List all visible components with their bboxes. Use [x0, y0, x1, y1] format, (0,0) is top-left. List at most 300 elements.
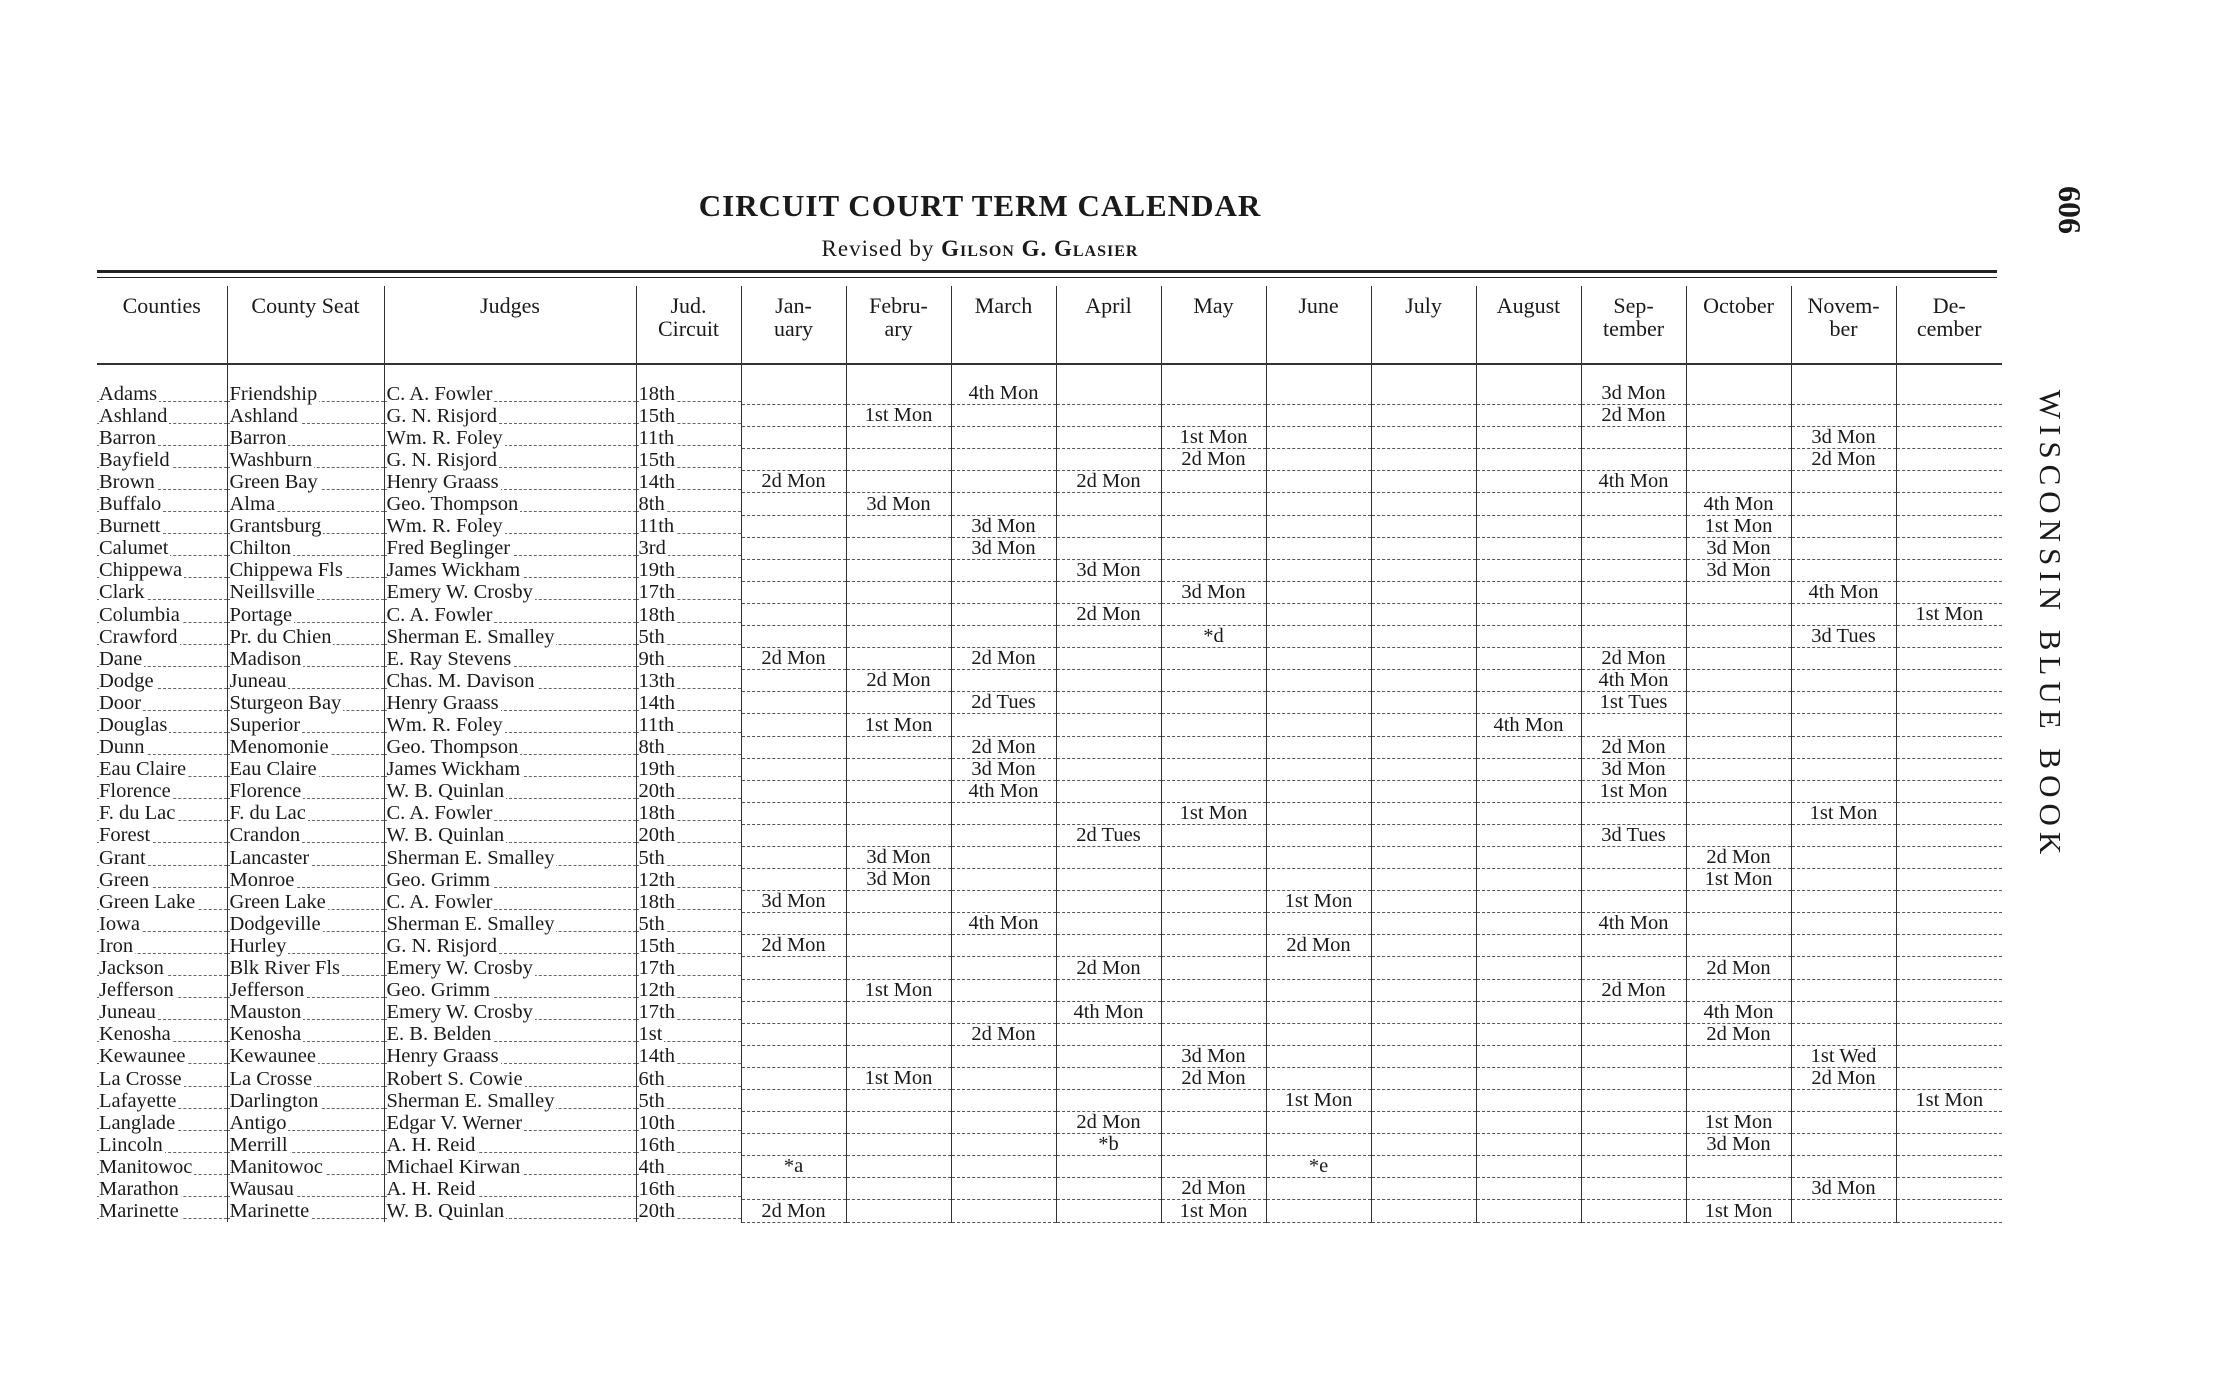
- month-cell-apr-text: 3d Mon: [1076, 559, 1141, 581]
- month-cell-feb: [846, 537, 951, 559]
- month-cell-oct: [1686, 1001, 1791, 1023]
- circuit-cell: [636, 405, 741, 427]
- county-cell-text: Clark: [99, 581, 145, 604]
- month-cell-apr: [1056, 1112, 1161, 1134]
- month-cell-apr-text: [1108, 780, 1110, 802]
- month-cell-may-text: 2d Mon: [1181, 1067, 1246, 1089]
- month-cell-jul: [1371, 405, 1476, 427]
- month-cell-jan-text: [793, 670, 795, 692]
- month-cell-aug: [1476, 626, 1581, 648]
- month-cell-sep-text: [1633, 1023, 1635, 1045]
- month-cell-jun: [1266, 869, 1371, 891]
- county-seat-cell-text: Marinette: [229, 1200, 310, 1223]
- judge-cell-text: C. A. Fowler: [386, 383, 493, 405]
- month-cell-oct-text: [1738, 714, 1740, 736]
- county-seat-cell-text: Kenosha: [229, 1023, 302, 1046]
- month-cell-sep: [1581, 891, 1686, 913]
- county-seat-cell: [227, 383, 384, 405]
- month-cell-dec: [1896, 603, 2002, 625]
- judge-cell: [384, 537, 636, 559]
- month-cell-jan-text: [793, 626, 795, 648]
- month-cell-apr: [1056, 471, 1161, 493]
- spacer-cell: [1056, 364, 1161, 383]
- judge-cell-text: E. Ray Stevens: [386, 647, 512, 670]
- month-cell-apr: [1056, 515, 1161, 537]
- month-cell-nov-text: [1843, 603, 1845, 625]
- month-cell-nov-text: [1843, 780, 1845, 802]
- month-cell-oct-text: [1738, 449, 1740, 471]
- month-cell-jan-text: [793, 780, 795, 802]
- month-cell-jan: [741, 515, 846, 537]
- month-cell-dec-text: [1948, 1156, 1950, 1178]
- month-cell-jul: [1371, 824, 1476, 846]
- month-cell-nov: [1791, 493, 1896, 515]
- judge-cell: [384, 935, 636, 957]
- month-cell-aug-text: [1528, 736, 1530, 758]
- month-cell-may-text: [1213, 692, 1215, 714]
- county-cell: [97, 670, 227, 692]
- table-row: [97, 493, 2002, 515]
- month-cell-may: [1161, 736, 1266, 758]
- month-cell-nov-text: [1843, 935, 1845, 957]
- county-seat-cell-text: Hurley: [229, 934, 287, 957]
- month-cell-feb: [846, 1067, 951, 1089]
- month-cell-apr: [1056, 736, 1161, 758]
- month-cell-aug: [1476, 559, 1581, 581]
- month-cell-jun-text: [1318, 1112, 1320, 1134]
- judge-cell: [384, 626, 636, 648]
- county-seat-cell: [227, 471, 384, 493]
- spacer-cell: [1791, 364, 1896, 383]
- month-cell-jun-text: [1318, 515, 1320, 537]
- month-cell-apr-text: [1108, 935, 1110, 957]
- table-row: [97, 648, 2002, 670]
- month-cell-jul: [1371, 1001, 1476, 1023]
- county-cell-text: Dodge: [99, 669, 154, 692]
- column-header: County Seat: [227, 286, 384, 364]
- county-cell-text: Crawford: [99, 625, 178, 648]
- month-cell-jun: [1266, 913, 1371, 935]
- month-cell-dec: [1896, 935, 2002, 957]
- month-cell-sep: [1581, 736, 1686, 758]
- month-cell-apr: [1056, 780, 1161, 802]
- month-cell-apr: [1056, 714, 1161, 736]
- month-cell-dec: [1896, 1067, 2002, 1089]
- month-cell-jun: [1266, 846, 1371, 868]
- month-cell-sep-text: [1633, 1112, 1635, 1134]
- month-cell-jun: [1266, 1001, 1371, 1023]
- month-cell-nov: [1791, 824, 1896, 846]
- month-cell-dec-text: [1948, 626, 1950, 648]
- month-cell-apr: [1056, 537, 1161, 559]
- month-cell-mar-text: 3d Mon: [971, 515, 1036, 537]
- circuit-cell: [636, 957, 741, 979]
- month-cell-jul-text: [1423, 979, 1425, 1001]
- month-cell-aug-text: [1528, 758, 1530, 780]
- month-cell-jul-text: [1423, 913, 1425, 935]
- table-row: [97, 427, 2002, 449]
- table-row: [97, 692, 2002, 714]
- month-cell-sep: [1581, 537, 1686, 559]
- month-cell-nov-text: [1843, 1112, 1845, 1134]
- month-cell-feb-text: [898, 1045, 900, 1067]
- month-cell-oct: [1686, 1067, 1791, 1089]
- month-cell-oct-text: [1738, 581, 1740, 603]
- month-cell-nov: [1791, 648, 1896, 670]
- month-cell-feb-text: 3d Mon: [866, 492, 931, 515]
- month-cell-may: [1161, 626, 1266, 648]
- month-cell-jun-text: [1318, 449, 1320, 471]
- month-cell-may: [1161, 559, 1266, 581]
- month-cell-oct-text: [1738, 626, 1740, 648]
- county-cell-text: Lafayette: [99, 1089, 177, 1112]
- month-cell-may: [1161, 427, 1266, 449]
- month-cell-sep: [1581, 1001, 1686, 1023]
- month-cell-jun: [1266, 979, 1371, 1001]
- month-cell-feb-text: [898, 1112, 900, 1134]
- month-cell-dec-text: [1948, 869, 1950, 891]
- month-cell-mar: [951, 780, 1056, 802]
- month-cell-may-text: 3d Mon: [1181, 1045, 1246, 1067]
- month-cell-feb-text: [898, 471, 900, 493]
- month-cell-nov: [1791, 1156, 1896, 1178]
- month-cell-oct: [1686, 603, 1791, 625]
- table-row: [97, 714, 2002, 736]
- spacer-cell: [1161, 364, 1266, 383]
- month-cell-feb: [846, 736, 951, 758]
- month-cell-aug-text: [1528, 957, 1530, 979]
- month-cell-sep-text: [1633, 935, 1635, 957]
- month-cell-may-text: 2d Mon: [1181, 448, 1246, 471]
- month-cell-dec: [1896, 383, 2002, 405]
- county-seat-cell-text: Darlington: [229, 1089, 319, 1112]
- month-cell-mar: [951, 1156, 1056, 1178]
- table-row: [97, 1067, 2002, 1089]
- month-cell-may: [1161, 405, 1266, 427]
- month-cell-feb: [846, 449, 951, 471]
- month-cell-mar-text: [1003, 449, 1005, 471]
- month-cell-aug-text: [1528, 846, 1530, 868]
- month-cell-nov: [1791, 559, 1896, 581]
- county-cell-text: Iron: [99, 934, 134, 957]
- month-cell-apr: [1056, 869, 1161, 891]
- month-cell-oct: [1686, 1134, 1791, 1156]
- month-cell-feb: [846, 626, 951, 648]
- month-cell-jun-text: *e: [1308, 1155, 1329, 1178]
- month-cell-nov: [1791, 1134, 1896, 1156]
- month-cell-aug-text: [1528, 537, 1530, 559]
- month-cell-oct-text: [1738, 1156, 1740, 1178]
- month-cell-oct: [1686, 670, 1791, 692]
- month-cell-oct: [1686, 581, 1791, 603]
- month-cell-dec: [1896, 581, 2002, 603]
- month-cell-mar-text: [1003, 581, 1005, 603]
- month-cell-mar: [951, 559, 1056, 581]
- month-cell-sep-text: [1633, 1156, 1635, 1178]
- month-cell-feb: [846, 1156, 951, 1178]
- circuit-cell-text: 17th: [638, 957, 675, 980]
- month-cell-sep: [1581, 824, 1686, 846]
- month-cell-jul: [1371, 559, 1476, 581]
- judge-cell-text: Wm. R. Foley: [386, 426, 503, 449]
- month-cell-dec-text: [1948, 1134, 1950, 1156]
- county-cell: [97, 405, 227, 427]
- month-cell-mar-text: 3d Mon: [971, 758, 1036, 780]
- judge-cell: [384, 780, 636, 802]
- judge-cell: [384, 1045, 636, 1067]
- month-cell-aug-text: [1528, 1178, 1530, 1200]
- month-cell-jul: [1371, 603, 1476, 625]
- month-cell-jul: [1371, 1178, 1476, 1200]
- month-cell-mar: [951, 1067, 1056, 1089]
- month-cell-oct-text: 2d Mon: [1706, 1023, 1771, 1045]
- judge-cell-text: Geo. Grimm: [386, 979, 491, 1002]
- month-cell-oct: [1686, 427, 1791, 449]
- month-cell-jun: [1266, 383, 1371, 405]
- county-seat-cell-text: Dodgeville: [229, 912, 321, 935]
- month-cell-oct-text: 1st Mon: [1704, 868, 1773, 891]
- header-rule: [97, 270, 1997, 273]
- month-cell-oct: [1686, 736, 1791, 758]
- county-seat-cell: [227, 979, 384, 1001]
- month-cell-apr-text: 2d Mon: [1076, 1111, 1141, 1134]
- table-row: [97, 449, 2002, 471]
- month-cell-jan: [741, 1090, 846, 1112]
- month-cell-oct: [1686, 891, 1791, 913]
- month-cell-mar-text: [1003, 1045, 1005, 1067]
- month-cell-dec: [1896, 692, 2002, 714]
- month-cell-jul-text: [1423, 581, 1425, 603]
- month-cell-sep-text: [1633, 559, 1635, 581]
- month-cell-nov: [1791, 1200, 1896, 1222]
- month-cell-oct-text: [1738, 979, 1740, 1001]
- month-cell-nov: [1791, 692, 1896, 714]
- circuit-cell-text: 14th: [638, 691, 675, 714]
- table-row: [97, 802, 2002, 824]
- month-cell-mar: [951, 1134, 1056, 1156]
- month-cell-jul-text: [1423, 1001, 1425, 1023]
- month-cell-nov-text: [1843, 383, 1845, 404]
- month-cell-jan-text: [793, 1001, 795, 1023]
- month-cell-jul-text: [1423, 692, 1425, 714]
- month-cell-jun-text: [1318, 736, 1320, 758]
- month-cell-mar-text: [1003, 603, 1005, 625]
- judge-cell: [384, 1112, 636, 1134]
- county-cell: [97, 1112, 227, 1134]
- month-cell-mar-text: [1003, 427, 1005, 449]
- circuit-cell: [636, 758, 741, 780]
- month-cell-feb: [846, 559, 951, 581]
- month-cell-mar-text: 2d Mon: [971, 1023, 1036, 1045]
- month-cell-jul-text: [1423, 626, 1425, 648]
- month-cell-feb: [846, 869, 951, 891]
- judge-cell: [384, 405, 636, 427]
- month-cell-sep-text: [1633, 449, 1635, 471]
- month-cell-oct-text: [1738, 383, 1740, 404]
- month-cell-may-text: [1213, 780, 1215, 802]
- judge-cell: [384, 559, 636, 581]
- month-cell-oct-text: [1738, 736, 1740, 758]
- month-cell-dec-text: [1948, 1001, 1950, 1023]
- month-cell-aug-text: [1528, 891, 1530, 913]
- month-cell-aug-text: [1528, 913, 1530, 935]
- month-cell-dec-text: [1948, 913, 1950, 935]
- month-cell-mar-text: [1003, 626, 1005, 648]
- month-cell-may: [1161, 1112, 1266, 1134]
- month-cell-may-text: [1213, 1134, 1215, 1156]
- month-cell-jan: [741, 427, 846, 449]
- month-cell-jul-text: [1423, 603, 1425, 625]
- month-cell-jan-text: *a: [783, 1155, 804, 1178]
- month-cell-may: [1161, 1090, 1266, 1112]
- month-cell-apr-text: 2d Mon: [1076, 470, 1141, 493]
- month-cell-jun-text: [1318, 648, 1320, 670]
- month-cell-may: [1161, 758, 1266, 780]
- month-cell-jun-text: 2d Mon: [1286, 934, 1351, 957]
- month-cell-may-text: 3d Mon: [1181, 581, 1246, 603]
- month-cell-jan: [741, 471, 846, 493]
- month-cell-mar: [951, 957, 1056, 979]
- month-cell-feb-text: [898, 537, 900, 559]
- county-cell: [97, 493, 227, 515]
- month-cell-dec-text: [1948, 537, 1950, 559]
- county-cell: [97, 1001, 227, 1023]
- month-cell-mar-text: [1003, 869, 1005, 891]
- month-cell-feb: [846, 1001, 951, 1023]
- judge-cell-text: G. N. Risjord: [386, 934, 497, 957]
- month-cell-mar: [951, 714, 1056, 736]
- month-cell-apr-text: [1108, 891, 1110, 913]
- month-cell-apr-text: [1108, 714, 1110, 736]
- month-cell-oct-text: 2d Mon: [1706, 846, 1771, 869]
- table-row: [97, 758, 2002, 780]
- month-cell-jun-text: [1318, 824, 1320, 846]
- month-cell-feb: [846, 1134, 951, 1156]
- month-cell-nov-text: [1843, 1001, 1845, 1023]
- county-seat-cell: [227, 559, 384, 581]
- month-cell-jun-text: [1318, 537, 1320, 559]
- county-cell-text: Buffalo: [99, 493, 162, 516]
- county-seat-cell: [227, 869, 384, 891]
- month-cell-dec: [1896, 1134, 2002, 1156]
- table-row: [97, 559, 2002, 581]
- county-seat-cell-text: Monroe: [229, 868, 295, 891]
- month-cell-mar-text: [1003, 979, 1005, 1001]
- month-cell-jan-text: [793, 802, 795, 824]
- month-cell-aug: [1476, 648, 1581, 670]
- month-cell-sep-text: [1633, 515, 1635, 537]
- month-cell-sep: [1581, 1067, 1686, 1089]
- month-cell-may: [1161, 957, 1266, 979]
- month-cell-feb: [846, 471, 951, 493]
- county-cell: [97, 846, 227, 868]
- month-cell-feb-text: 1st Mon: [864, 713, 933, 736]
- month-cell-jan-text: [793, 559, 795, 581]
- month-cell-feb: [846, 846, 951, 868]
- reviser-name: Gilson G. Glasier: [941, 236, 1139, 261]
- month-cell-sep: [1581, 935, 1686, 957]
- month-cell-apr-text: [1108, 913, 1110, 935]
- month-cell-aug-text: [1528, 935, 1530, 957]
- judge-cell: [384, 869, 636, 891]
- month-cell-mar-text: [1003, 824, 1005, 846]
- month-cell-feb-text: 1st Mon: [864, 979, 933, 1001]
- month-cell-may-text: [1213, 537, 1215, 559]
- county-cell-text: Dunn: [99, 736, 145, 759]
- month-cell-jan-text: [793, 493, 795, 515]
- judge-cell-text: Henry Graass: [386, 1045, 499, 1068]
- month-cell-jun: [1266, 1045, 1371, 1067]
- month-cell-jul-text: [1423, 957, 1425, 979]
- month-cell-mar-text: [1003, 802, 1005, 824]
- month-cell-apr: [1056, 935, 1161, 957]
- county-cell-text: Manitowoc: [99, 1155, 193, 1178]
- county-cell: [97, 1090, 227, 1112]
- month-cell-jan: [741, 1178, 846, 1200]
- month-cell-may-text: [1213, 869, 1215, 891]
- month-cell-jan-text: [793, 736, 795, 758]
- column-header: June: [1266, 286, 1371, 364]
- table-row: [97, 1200, 2002, 1222]
- month-cell-may: [1161, 670, 1266, 692]
- month-cell-dec: [1896, 1200, 2002, 1222]
- month-cell-jul-text: [1423, 449, 1425, 471]
- month-cell-jan: [741, 626, 846, 648]
- month-cell-nov-text: [1843, 692, 1845, 714]
- month-cell-jul: [1371, 383, 1476, 405]
- month-cell-sep-text: 2d Mon: [1601, 404, 1666, 427]
- county-cell: [97, 471, 227, 493]
- circuit-cell-text: 17th: [638, 1001, 675, 1024]
- month-cell-nov-text: [1843, 957, 1845, 979]
- month-cell-jan-text: [793, 824, 795, 846]
- month-cell-jun-text: [1318, 670, 1320, 692]
- month-cell-feb-text: [898, 559, 900, 581]
- county-seat-cell-text: F. du Lac: [229, 802, 306, 825]
- month-cell-oct: [1686, 405, 1791, 427]
- month-cell-jun-text: [1318, 758, 1320, 780]
- month-cell-jun: [1266, 1023, 1371, 1045]
- month-cell-mar: [951, 626, 1056, 648]
- month-cell-oct: [1686, 493, 1791, 515]
- month-cell-jun: [1266, 1200, 1371, 1222]
- month-cell-nov: [1791, 1090, 1896, 1112]
- column-header: Novem- ber: [1791, 286, 1896, 364]
- month-cell-nov: [1791, 891, 1896, 913]
- month-cell-nov-text: [1843, 869, 1845, 891]
- county-seat-cell: [227, 427, 384, 449]
- month-cell-jan: [741, 714, 846, 736]
- month-cell-oct-text: [1738, 891, 1740, 913]
- month-cell-oct: [1686, 1156, 1791, 1178]
- month-cell-nov: [1791, 1067, 1896, 1089]
- column-header: De- cember: [1896, 286, 2002, 364]
- county-cell: [97, 626, 227, 648]
- month-cell-mar: [951, 537, 1056, 559]
- circuit-cell: [636, 427, 741, 449]
- month-cell-jan: [741, 1112, 846, 1134]
- month-cell-nov: [1791, 957, 1896, 979]
- month-cell-dec-text: [1948, 1023, 1950, 1045]
- month-cell-may-text: [1213, 405, 1215, 427]
- month-cell-mar: [951, 471, 1056, 493]
- column-header: August: [1476, 286, 1581, 364]
- table-row: [97, 1178, 2002, 1200]
- county-seat-cell-text: Lancaster: [229, 846, 310, 869]
- spacer-cell: [951, 364, 1056, 383]
- county-cell-text: Green: [99, 868, 150, 891]
- month-cell-jun-text: [1318, 1023, 1320, 1045]
